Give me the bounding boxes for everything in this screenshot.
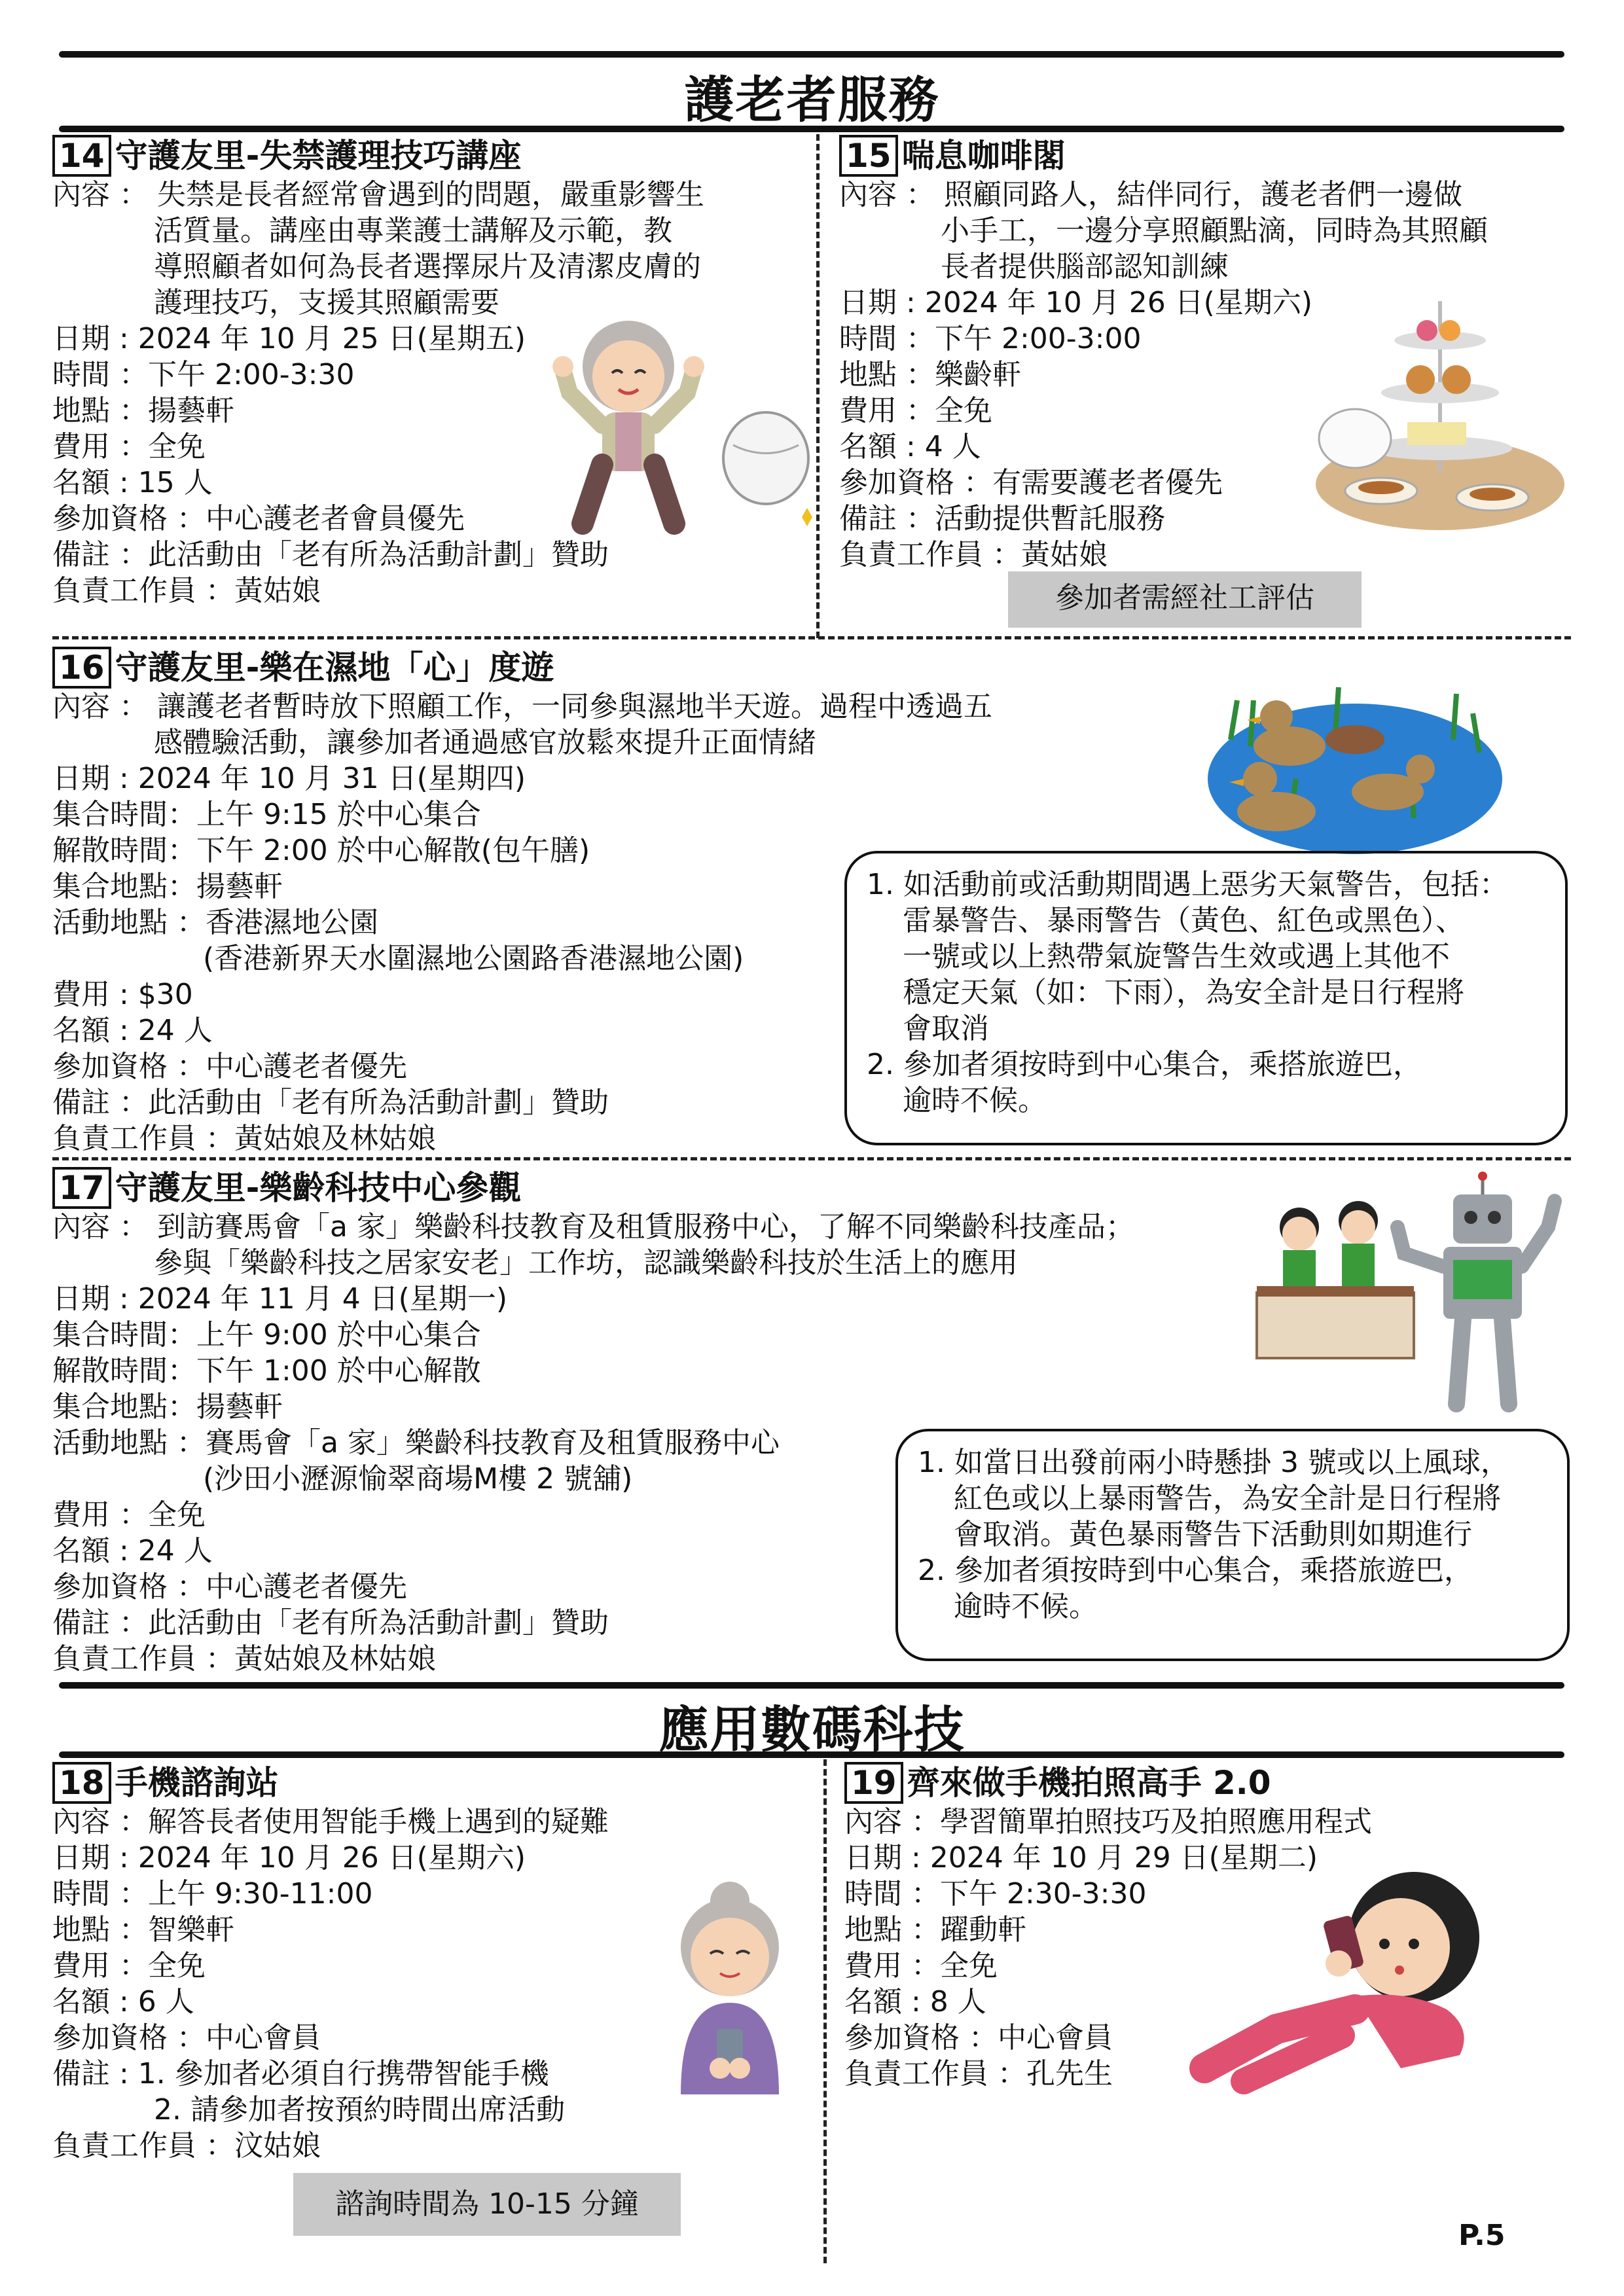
section-title-carer-services: 護老者服務 [684,71,940,129]
page-number: P.5 [1458,2219,1506,2252]
activity-title: 15 喘息咖啡閣 [839,135,1572,177]
top-rule [59,51,1564,58]
section-title-digital-tech: 應用數碼科技 [659,1700,965,1759]
section-rule [59,126,1564,132]
activity-title: 16 守護友里-樂在濕地「心」度遊 [52,647,903,689]
activity-15: 15 喘息咖啡閣 內容 ： 照顧同路人，結伴同行，護老者們一邊做 小手工，一邊分享照顧點滴，同時為其照顧 長者提供腦部認知訓練 日期 : 2024 年 10 月 26 日(星期六) 時間 ：下午 2:00-3:00 地點 ：樂齡軒 費用 ：全免 名額 : 4 人 參加資格 ：有需要護老者優先 備註 ：活動提供暫託服務 負責工作員 ：黃姑娘 [839,135,1572,573]
activity-14: 14 守護友里-失禁護理技巧講座 內容 ： 失禁是長者經常會遇到的問題，嚴重影響生 活質量。講座由專業護士講解及示範，教 導照顧者如何為長者選擇尿片及清潔皮膚的 護理技巧，支援其照顧需要 日期 : 2024 年 10 月 25 日(星期五) 時間 ：下午 2:00-3:30 地點 ：揚藝軒 費用 ：全免 名額 : 15 人 參加資格 ：中心護老者會員優先 備註 ：此活動由「老有所為活動計劃」贊助 負責工作員 ：黃姑娘 [52,135,805,609]
section-rule [59,1682,1564,1689]
girl-phone-icon [1185,1865,1512,2101]
activity-title: 14 守護友里-失禁護理技巧講座 [52,135,805,177]
activity-title: 17 守護友里-樂齡科技中心參觀 [52,1167,1296,1209]
activity-17: 17 守護友里-樂齡科技中心參觀 內容 ： 到訪賽馬會「a 家」樂齡科技教育及租賃服務中心，了解不同樂齡科技產品； 參與「樂齡科技之居家安老」工作坊，認識樂齡科技於生活上的應用 日期 : 2024 年 11 月 4 日(星期一) 集合時間：上午 9:00 於中心集合 解散時間：下午 1:00 於中心解散 集合地點：揚藝軒 活動地點 ：賽馬會「a 家」樂齡科技教育及租賃服務中心 (沙田小瀝源愉翠商場M樓 2 號舖) 費用 ：全免 名額 : 24 人 參加資格 ：中心護老者優先 備註 ：此活動由「老有所為活動計劃」贊助 負責工作員 ：黃姑娘及林姑娘 [52,1167,1296,1677]
activity-18: 18 手機諮詢站 內容 ：解答長者使用智能手機上遇到的疑難 日期 : 2024 年 10 月 26 日(星期六) 時間 ：上午 9:30-11:00 地點 ：智樂軒 費用 ：全免 名額 : 6 人 參加資格 ：中心會員 備註 : 1. 參加者必須自行携帶智能手機 2. 請參加者按預約時間出席活動 負責工作員 ：汶姑娘 [52,1762,812,2164]
row-divider [52,1157,1571,1160]
activity-16: 16 守護友里-樂在濕地「心」度遊 內容 ： 讓護老者暫時放下照顧工作，一同參與濕地半天遊。過程中透過五 感體驗活動，讓參加者通過感官放鬆來提升正面情緒 日期 : 2024 年 10 月 31 日(星期四) 集合時間：上午 9:15 於中心集合 解散時間：下午 2:00 於中心解散(包午膳) 集合地點：揚藝軒 活動地點 ：香港濕地公園 (香港新界天水圍濕地公園路香港濕地公園) 費用 : $30 名額 : 24 人 參加資格 ：中心護老者優先 備註 ：此活動由「老有所為活動計劃」贊助 負責工作員 ：黃姑娘及林姑娘 [52,647,903,1157]
elderly-woman-cheer-icon [543,308,818,543]
row-divider [52,636,1571,639]
afternoon-tea-icon [1309,275,1571,537]
activity-title: 19 齊來做手機拍照高手 2.0 [844,1762,1564,1804]
weather-notice-17: 1. 如當日出發前兩小時懸掛 3 號或以上風球， 紅色或以上暴雨警告，為安全計是日行程將 會取消。黃色暴雨警告下活動則如期進行 2. 參加者須按時到中心集合，乘搭旅遊巴， 逾時不候。 [895,1429,1570,1661]
activity-19: 19 齊來做手機拍照高手 2.0 內容 ：學習簡單拍照技巧及拍照應用程式 日期 : 2024 年 10 月 29 日(星期二) 時間 ：下午 2:30-3:30 地點 ：躍動軒 費用 ：全免 名額 : 8 人 參加資格 ：中心會員 負責工作員 ：孔先生 [844,1762,1564,2092]
activity-title: 18 手機諮詢站 [52,1762,812,1804]
ducks-pond-icon [1204,661,1506,857]
weather-notice-16: 1. 如活動前或活動期間遇上惡劣天氣警告，包括： 雷暴警告、暴雨警告（黃色、紅色或黑色）、 一號或以上熱帶氣旋警告生效或遇上其他不 穩定天氣（如：下雨），為安全計是日行程將 會取消 2. 參加者須按時到中心集合，乘搭旅遊巴， 逾時不候。 [844,851,1568,1145]
consultation-time-note: 諮詢時間為 10-15 分鐘 [293,2173,681,2236]
section-rule [59,1751,1564,1758]
assessment-note: 參加者需經社工評估 [1008,571,1362,628]
elderly-phone-icon [648,1872,812,2108]
column-divider [823,1759,827,2263]
tech-center-robot-icon [1254,1168,1568,1424]
